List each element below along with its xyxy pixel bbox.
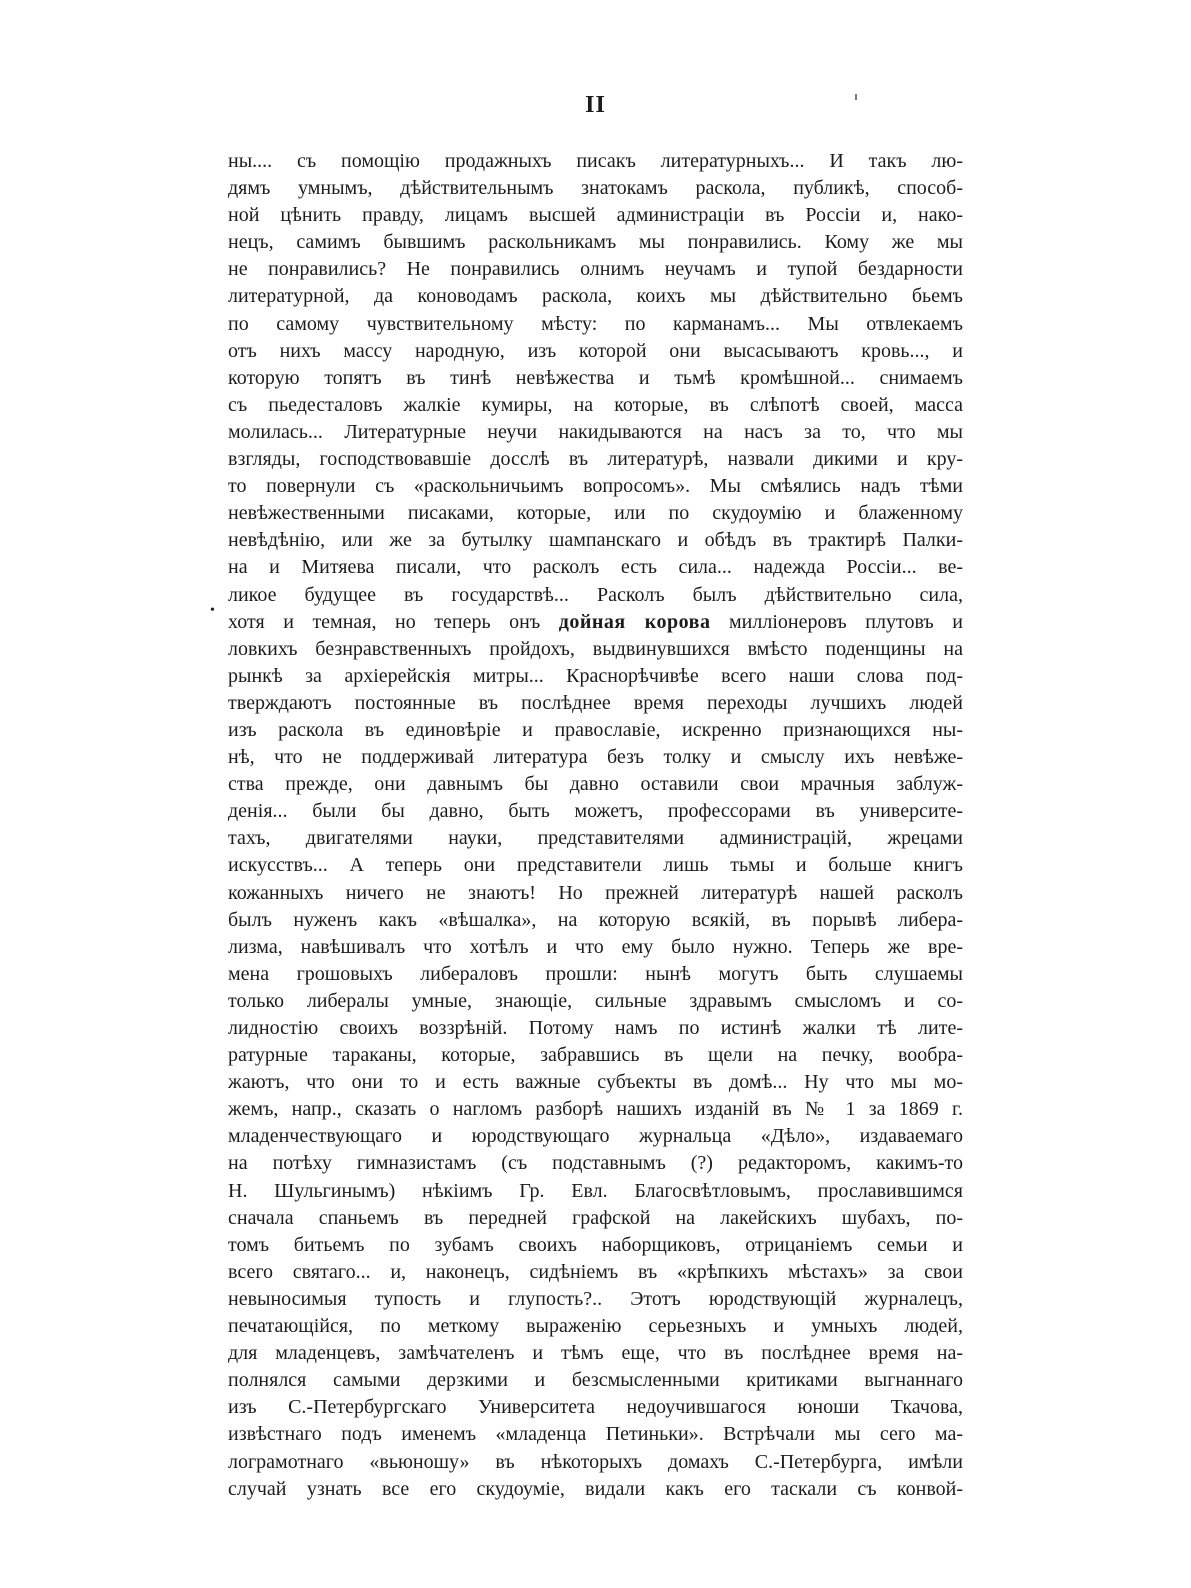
text-line: литературной, да коноводамъ раскола, коихъ мы дѣйствительно бьемъ	[228, 285, 963, 308]
text-line: ны.... съ помощію продажныхъ писакъ литературныхъ... И такъ лю-	[228, 150, 963, 172]
text-line: лограмотнаго «вьюношу» въ нѣкоторыхъ домахъ С.-Петербурга, имѣли	[228, 1450, 963, 1473]
text-line: ликое будущее въ государствѣ... Расколъ былъ дѣйствительно сила,	[228, 583, 963, 606]
text-line: для младенцевъ, замѣчателенъ и тѣмъ еще, что въ послѣднее время на-	[228, 1342, 963, 1365]
text-segment: хотя и темная, но теперь онъ	[228, 610, 559, 633]
text-line: младенчествующаго и юродствующаго журнальца «Дѣло», издаваемаго	[228, 1125, 963, 1148]
text-line: кожанныхъ ничего не знаютъ! Но прежней литературѣ нашей расколъ	[228, 881, 963, 904]
text-line: всего святаго... и, наконецъ, сидѣніемъ въ «крѣпкихъ мѣстахъ» за свои	[228, 1260, 963, 1283]
text-line: рынкѣ за архіерейскія митры... Краснорѣчивѣе всего наши слова под-	[228, 664, 963, 687]
text-line: извѣстнаго подъ именемъ «младенца Петиньки». Встрѣчали мы сего ма-	[228, 1423, 963, 1446]
text-line: по самому чувствительному мѣсту: по карманамъ... Мы отвлекаемъ	[228, 312, 963, 335]
text-line: былъ нуженъ какъ «вѣшалка», на которую всякій, въ порывѣ либера-	[228, 908, 963, 931]
text-line: которую топятъ въ тинѣ невѣжества и тьмѣ кромѣшной... снимаемъ	[228, 366, 963, 389]
text-line: печатающійся, по меткому выраженію серьезныхъ и умныхъ людей,	[228, 1315, 963, 1338]
text-line: лизма, навѣшивалъ что хотѣлъ и что ему было нужно. Теперь же вре-	[228, 935, 963, 958]
text-line: на потѣху гимназистамъ (съ подставнымъ (?) редакторомъ, какимъ-то	[228, 1152, 963, 1175]
text-line: взгляды, господствовавшіе досслѣ въ литературѣ, назвали дикими и кру-	[228, 448, 963, 471]
text-line: тверждаютъ постоянные въ послѣднее время переходы лучшихъ людей	[228, 691, 963, 714]
text-line: съ пьедесталовъ жалкіе кумиры, на которые, въ слѣпотѣ своей, масса	[228, 393, 963, 416]
text-line: не понравились? Не понравились олнимъ неучамъ и тупой бездарности	[228, 258, 963, 281]
text-line: изъ раскола въ единовѣріе и православіе, искренно признающихся ны-	[228, 718, 963, 741]
text-line: мена грошовыхъ либераловъ прошли: нынѣ могутъ быть слушаемы	[228, 962, 963, 985]
text-line: сначала спаньемъ въ передней графской на лакейскихъ шубахъ, по-	[228, 1206, 963, 1229]
text-line: ратурные тараканы, которые, забравшись въ щели на печку, вообра-	[228, 1044, 963, 1067]
text-line: дямъ умнымъ, дѣйствительнымъ знатокамъ раскола, публикѣ, способ-	[228, 177, 963, 200]
text-line: отъ нихъ массу народную, изъ которой они высасываютъ кровь..., и	[228, 339, 963, 362]
text-line: тахъ, двигателями науки, представителями администрацій, жрецами	[228, 827, 963, 850]
text-line: невѣжественными писаками, которые, или по скудоумію и блаженному	[228, 502, 963, 525]
text-line: жаютъ, что они то и есть важные субъекты въ домѣ... Ну что мы мо-	[228, 1071, 963, 1094]
text-line: нецъ, самимъ бывшимъ раскольникамъ мы понравились. Кому же мы	[228, 231, 963, 254]
text-line: ства прежде, они давнымъ бы давно оставили свои мрачныя заблуж-	[228, 773, 963, 796]
page-number: II	[585, 92, 606, 118]
text-line: томъ битьемъ по зубамъ своихъ наборщиковъ, отрицаніемъ семьи и	[228, 1233, 963, 1256]
text-line: лидностію своихъ воззрѣній. Потому намъ по истинѣ жалки тѣ лите-	[228, 1017, 963, 1039]
text-line: денія... были бы давно, быть можетъ, профессорами въ университе-	[228, 800, 963, 823]
text-line: случай узнать все его скудоуміе, видали какъ его таскали съ конвой-	[228, 1477, 963, 1500]
text-line: на и Митяева писали, что расколъ есть сила... надежда Россіи... ве-	[228, 556, 963, 579]
text-line: ной цѣнить правду, лицамъ высшей администраціи въ Россіи и, нако-	[228, 204, 963, 227]
text-body	[228, 148, 963, 1503]
margin-tick	[855, 94, 857, 100]
text-segment: милліонеровъ плутовъ и	[710, 610, 963, 633]
text-line-with-emphasis	[228, 609, 963, 636]
margin-mark: •	[210, 603, 215, 618]
text-line: только либералы умные, знающіе, сильные здравымъ смысломъ и со-	[228, 989, 963, 1012]
text-line: Н. Шульгинымъ) нѣкіимъ Гр. Евл. Благосвѣтловымъ, прославившимся	[228, 1179, 963, 1202]
text-line: полнялся самыми дерзкими и безсмысленными критиками выгнаннаго	[228, 1369, 963, 1392]
text-line: то повернули съ «раскольничьимъ вопросомъ». Мы смѣялись надъ тѣми	[228, 475, 963, 498]
text-line: молилась... Литературные неучи накидываются на насъ за то, что мы	[228, 420, 963, 443]
text-line: нѣ, что не поддерживай литература безъ толку и смыслу ихъ невѣже-	[228, 746, 963, 769]
text-line: искусствъ... А теперь они представители лишь тьмы и больше книгъ	[228, 854, 963, 877]
text-line: невыносимыя тупость и глупость?.. Этотъ юродствующій журналецъ,	[228, 1287, 963, 1310]
text-line: жемъ, напр., сказать о нагломъ разборѣ нашихъ изданій въ № 1 за 1869 г.	[228, 1098, 963, 1121]
text-line: изъ С.-Петербургскаго Университета недоучившагося юноши Ткачова,	[228, 1396, 963, 1419]
text-line: ловкихъ безнравственныхъ пройдохъ, выдвинувшихся вмѣсто поденщины на	[228, 637, 963, 660]
emphasis-phrase: дойная корова	[558, 610, 711, 633]
text-line: невѣдѣнію, или же за бутылку шампанскаго и обѣдъ въ трактирѣ Палки-	[228, 529, 963, 552]
